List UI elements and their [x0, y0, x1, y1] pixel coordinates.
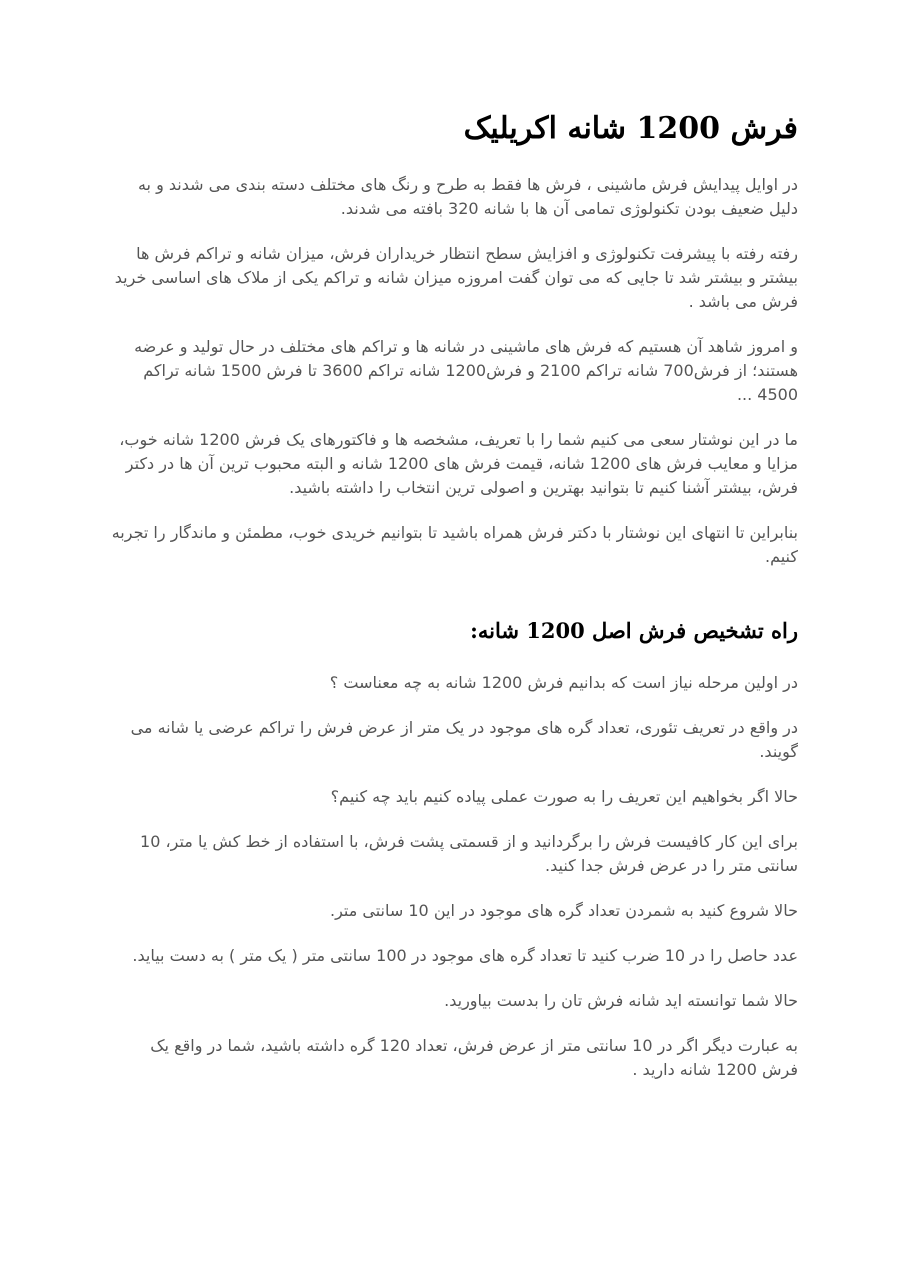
section-paragraph: به عبارت دیگر اگر در 10 سانتی متر از عرض فرش، تعداد 120 گره داشته باشید، شما در واقع یک فرش 1200 شانه دارید .: [150, 1036, 798, 1079]
intro-paragraph: ما در این نوشتار سعی می کنیم شما را با تعریف، مشخصه ها و فاکتورهای یک فرش 1200 شانه خوب، مزایا و معایب فرش های 1200 شانه، قیمت فرش های 1200 شانه و البته محبوب ترین آن ها در دکتر فرش، بیشتر آشنا کنیم تا بتوانید بهترین و اصولی ترین انتخاب را داشته باشید.: [119, 430, 798, 497]
intro-paragraph: در اوایل پیدایش فرش ماشینی ، فرش ها فقط به طرح و رنگ های مختلف دسته بندی می شدند و به دلیل ضعیف بودن تکنولوژی تمامی آن ها با شانه 320 بافته می شدند.: [137, 175, 798, 218]
document-title: فرش 1200 شانه اکریلیک: [463, 111, 798, 146]
section-paragraph: برای این کار کافیست فرش را برگردانید و از قسمتی پشت فرش، با استفاده از خط کش یا متر، 10 سانتی متر را در عرض فرش جدا کنید.: [140, 832, 798, 875]
section-heading: راه تشخیص فرش اصل 1200 شانه:: [470, 618, 798, 643]
document-page: [110, 105, 798, 1103]
section-paragraph: حالا شما توانسته اید شانه فرش تان را بدست بیاورید.: [444, 991, 798, 1010]
section-paragraph: عدد حاصل را در 10 ضرب کنید تا تعداد گره های موجود در 100 سانتی متر ( یک متر ) به دست بیاید.: [132, 946, 798, 965]
section-paragraph: حالا شروع کنید به شمردن تعداد گره های موجود در این 10 سانتی متر.: [329, 901, 798, 920]
section-paragraph: در اولین مرحله نیاز است که بدانیم فرش 1200 شانه به چه معناست ؟: [329, 673, 798, 692]
intro-paragraph: رفته رفته با پیشرفت تکنولوژی و افزایش سطح انتظار خریداران فرش، میزان شانه و تراکم فرش ها بیشتر و بیشتر شد تا جایی که می توان گفت امروزه میزان شانه و تراکم یکی از ملاک های اساسی خرید فرش می باشد .: [114, 244, 798, 311]
section-paragraph: در واقع در تعریف تئوری، تعداد گره های موجود در یک متر از عرض فرش را تراکم عرضی یا شانه می گویند.: [130, 718, 798, 761]
intro-paragraph: و امروز شاهد آن هستیم که فرش های ماشینی در شانه ها و تراکم های مختلف در حال تولید و عرضه هستند؛ از فرش700 شانه تراکم 2100 و فرش1200 شانه تراکم 3600 تا فرش 1500 شانه تراکم 4500 ...: [134, 337, 798, 404]
intro-paragraph: بنابراین تا انتهای این نوشتار با دکتر فرش همراه باشید تا بتوانیم خریدی خوب، مطمئن و ماندگار را تجربه کنیم.: [111, 523, 798, 566]
section-paragraph: حالا اگر بخواهیم این تعریف را به صورت عملی پیاده کنیم باید چه کنیم؟: [330, 787, 798, 806]
